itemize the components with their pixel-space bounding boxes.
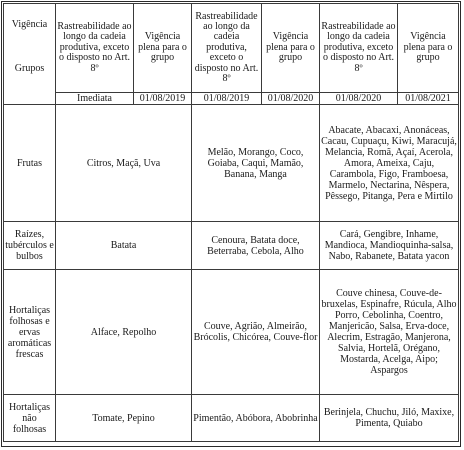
rastreabilidade-header-1: Rastreabilidade ao longo da cadeia produtiva, exceto o disposto no Art. 8º [56,4,134,93]
table-row [4,270,459,395]
table-row [4,105,459,222]
immediate-products-cell: Batata [56,222,192,270]
vigencia-label: Vigência [11,18,48,30]
dates-row [4,93,459,105]
immediate-products-cell: Citros, Maçã, Uva [56,105,192,222]
immediate-products-cell: Alface, Repolho [56,270,192,395]
products-2021-cell: Couve chinesa, Couve-de-bruxelas, Espinafre, Rúcula, Alho Porro, Cebolinha, Coentro, Manjericão, Salsa, Erva-doce, Alecrim, Estragão, Manjerona, Salvia, Hortelã, Orégano, Mostarda, Acelga, Aipo; Aspargos [320,270,459,395]
products-2021-cell: Abacate, Abacaxi, Anonáceas, Cacau, Cupuaçu, Kiwi, Maracujá, Melancia, Romã, Açaí, Acerola, Amora, Ameixa, Caju, Carambola, Figo, Framboesa, Marmelo, Nectarina, Nêspera, Pêssego, Pitanga, Pera e Mirtilo [320,105,459,222]
date-cell: Imediata [56,93,134,105]
group-name-cell: Hortaliças não folhosas [4,395,56,442]
vigencia-plena-header-2: Vigência plena para o grupo [262,4,320,93]
grupos-label: Grupos [14,63,45,74]
products-2021-cell: Berinjela, Chuchu, Jiló, Maxixe, Pimenta, Quiabo [320,395,459,442]
table-row [4,222,459,270]
date-cell: 01/08/2019 [134,93,192,105]
table-row [4,395,459,442]
header-row [4,4,459,93]
products-2020-cell: Pimentão, Abóbora, Abobrinha [192,395,320,442]
date-cell: 01/08/2019 [192,93,262,105]
vigencia-plena-header-1: Vigência plena para o grupo [134,4,192,93]
group-name-cell: Frutas [4,105,56,222]
rastreabilidade-header-2: Rastreabilidade ao longo da cadeia produtiva, exceto o disposto no Art. 8º [192,4,262,93]
group-name-cell: Raízes, tubérculos e bulbos [4,222,56,270]
traceability-table [3,3,459,442]
products-2020-cell: Cenoura, Batata doce, Beterraba, Cebola, Alho [192,222,320,270]
products-2020-cell: Couve, Agrião, Almeirão, Brócolis, Chicórea, Couve-flor [192,270,320,395]
products-2021-cell: Cará, Gengibre, Inhame, Mandioca, Mandioquinha-salsa, Nabo, Rabanete, Batata yacon [320,222,459,270]
date-cell: 01/08/2020 [262,93,320,105]
products-2020-cell: Melão, Morango, Coco, Goiaba, Caqui, Mamão, Banana, Manga [192,105,320,222]
group-name-cell: Hortaliças folhosas e ervas aromáticas frescas [4,270,56,395]
date-cell: 01/08/2021 [398,93,459,105]
header-corner-cell [4,4,56,105]
rastreabilidade-header-3: Rastreabilidade ao longo da cadeia produtiva, exceto o disposto no Art. 8º [320,4,398,93]
vigencia-plena-header-3: Vigência plena para o grupo [398,4,459,93]
date-cell: 01/08/2020 [320,93,398,105]
immediate-products-cell: Tomate, Pepino [56,395,192,442]
